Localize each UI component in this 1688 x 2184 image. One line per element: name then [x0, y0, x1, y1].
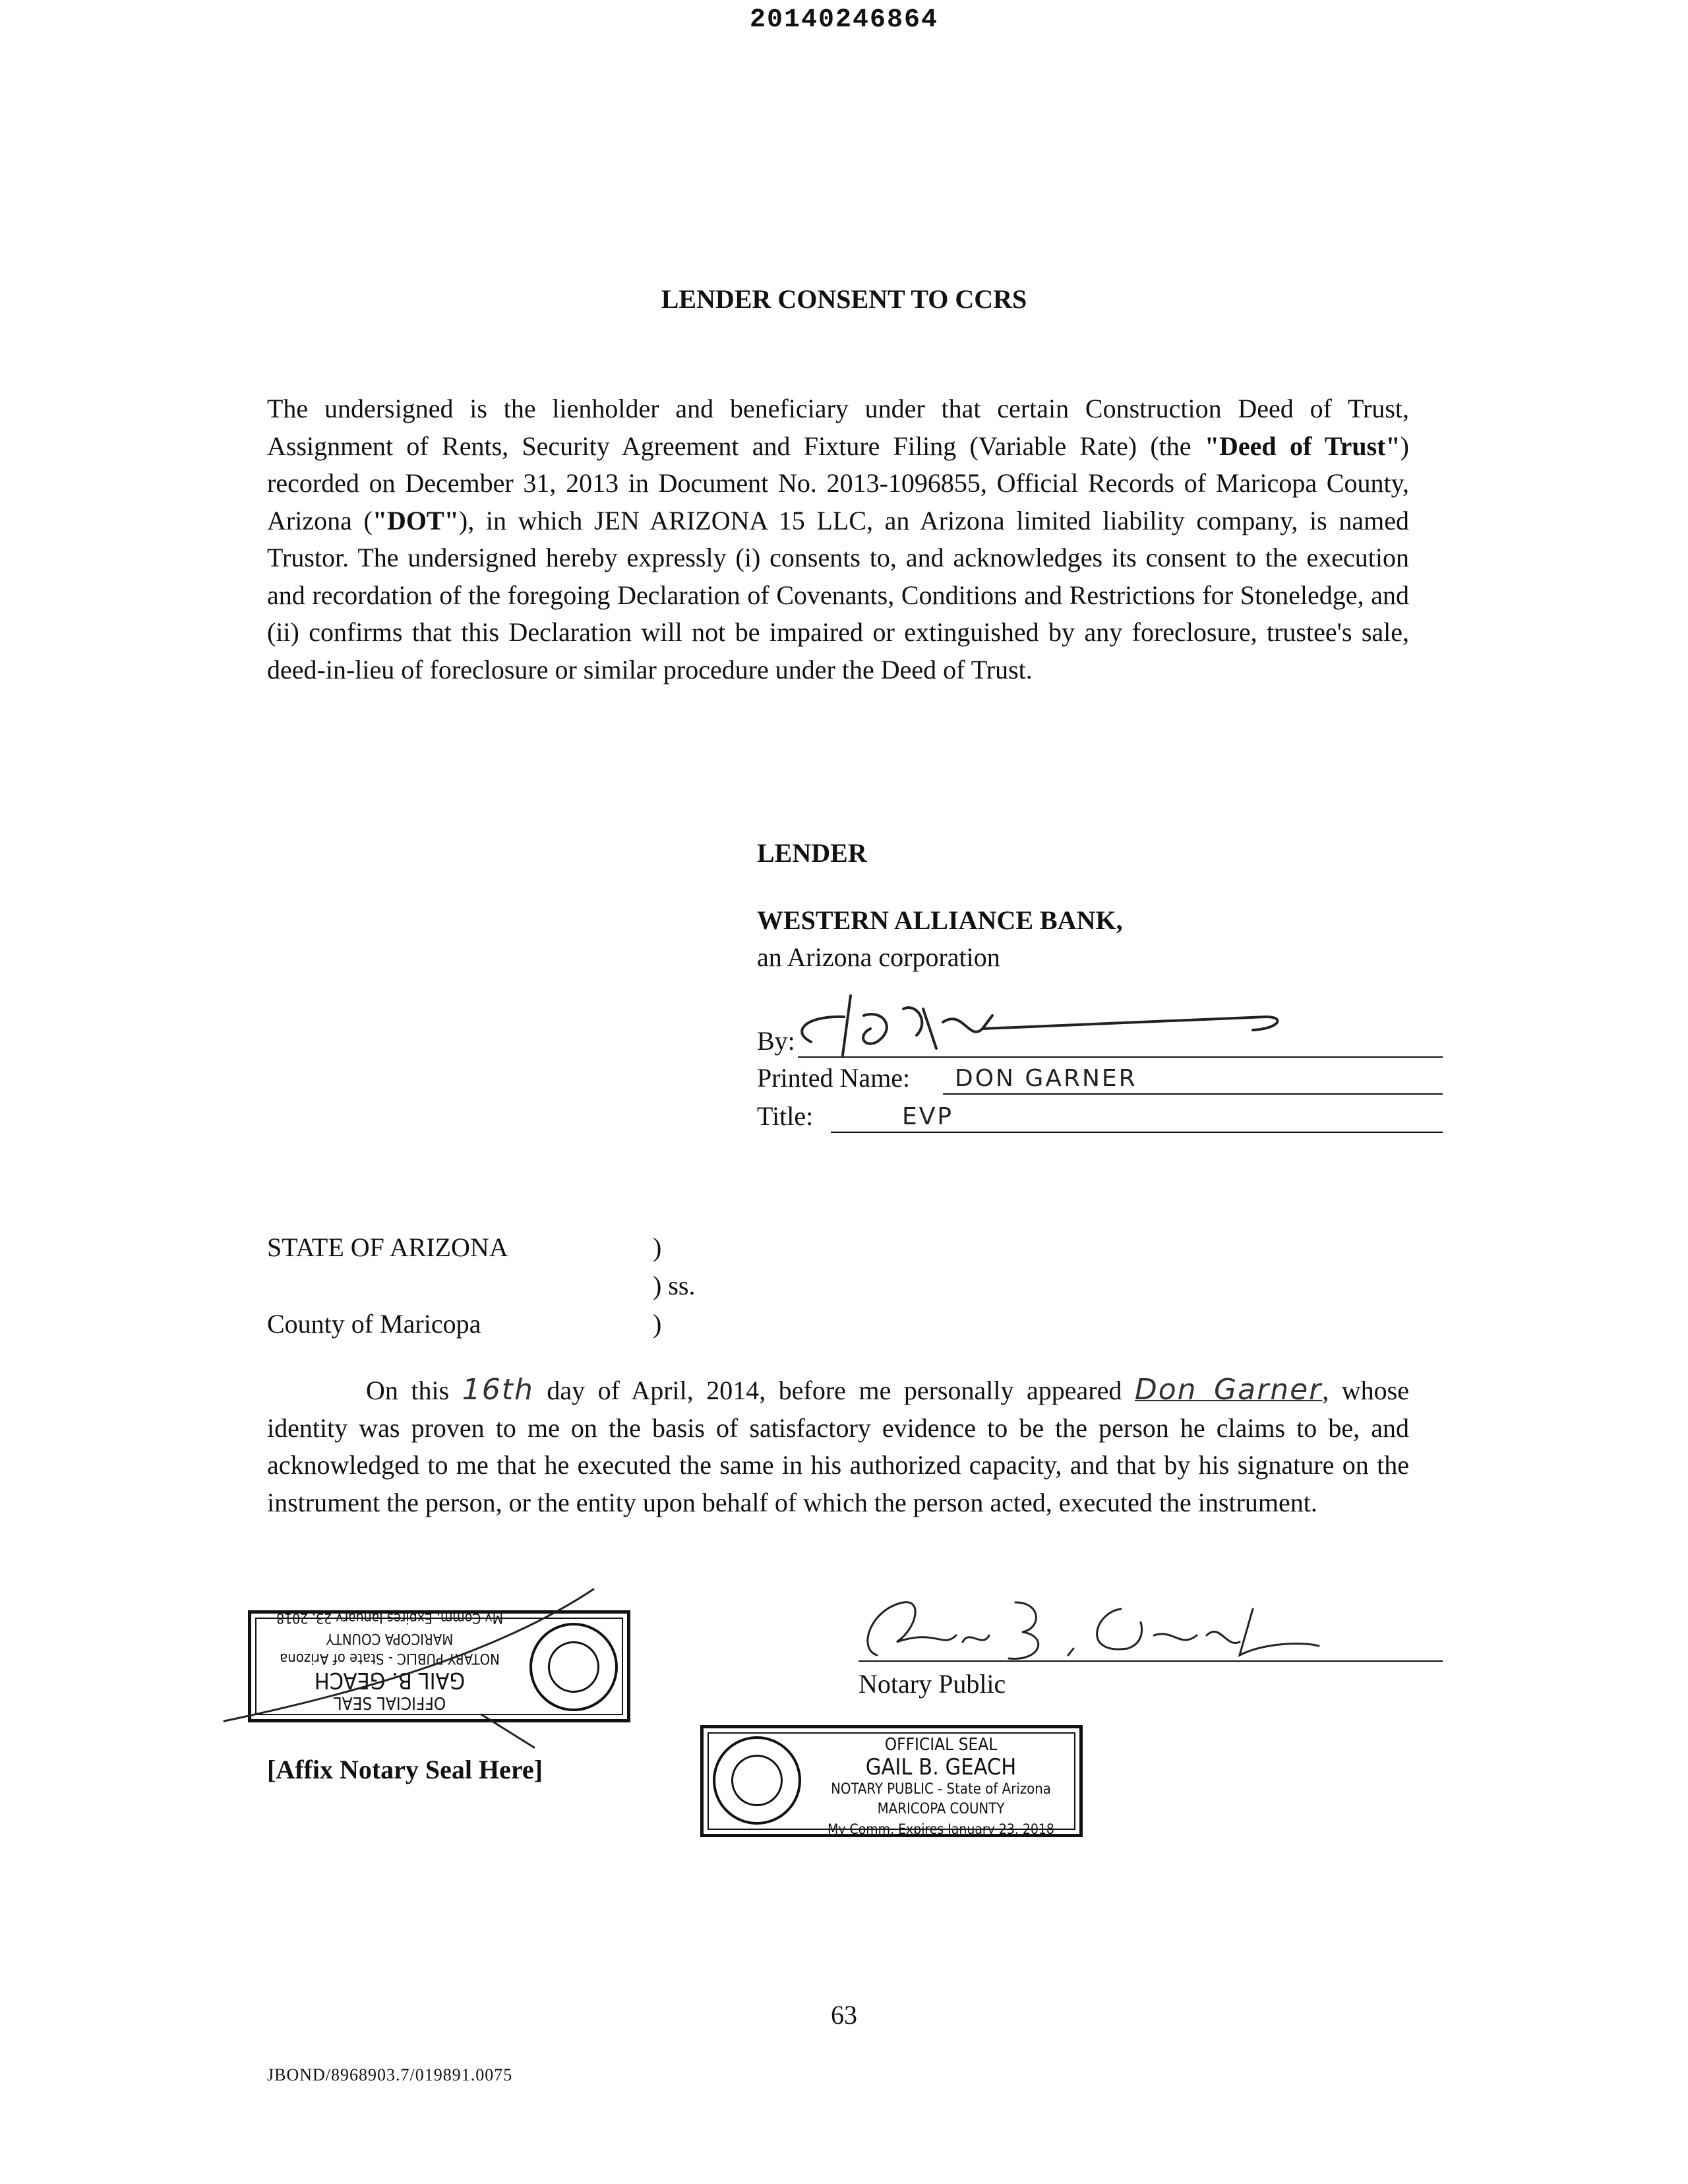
- document-title: LENDER CONSENT TO CCRS: [661, 284, 1027, 314]
- consent-text-part-1: The undersigned is the lienholder and beneficiary under that certain Construction Deed of Trust, Assignment of Rents, Security Agreement and Fixture Filing (Variable Rate) (the: [267, 394, 1409, 461]
- seal-notary-title: NOTARY PUBLIC - State of Arizona: [280, 1650, 500, 1666]
- venue-paren-1: ): [653, 1232, 662, 1262]
- ack-text-part-3: , whose identity was proven to me on the basis of satisfactory evidence to be the person he claims to be, and acknowledged to me that he executed the same in his authorized capacity, and that by his signature on the instrument the person, or the entity upon behalf of which the person acted, executed the instrument.: [267, 1376, 1409, 1517]
- bank-name: WESTERN ALLIANCE BANK,: [757, 905, 1123, 935]
- seal-heading: OFFICIAL SEAL: [333, 1693, 446, 1713]
- venue-state: STATE OF ARIZONA: [267, 1232, 508, 1262]
- seal-text-block: [809, 1735, 1073, 1839]
- printed-name-value: DON GARNER: [955, 1065, 1137, 1092]
- seal-notary-name: GAIL B. GEACH: [314, 1667, 466, 1693]
- seal-overstroke-icon: [218, 1583, 666, 1754]
- ack-text-part-1: On this: [366, 1376, 462, 1405]
- seal-notary-title: NOTARY PUBLIC - State of Arizona: [831, 1781, 1051, 1798]
- consent-text-part-3: ), in which JEN ARIZONA 15 LLC, an Arizona limited liability company, is named Trustor. The undersigned hereby expressly (i) consents to, and acknowledges its consent to the execution and recordation of the foregoing Declaration of Covenants, Conditions and Restrictions for Stoneledge, and (ii) confirms that this Declaration will not be impaired or extinguished by any foreclosure, trustee's sale, deed-in-lieu of foreclosure or similar procedure under the Deed of Trust.: [267, 505, 1410, 684]
- signer-title-row: [757, 1099, 1443, 1136]
- ack-appeared-name: Don Garner: [1134, 1373, 1323, 1407]
- signer-title-value: EVP: [902, 1103, 954, 1130]
- lender-signature-icon: [765, 969, 1292, 1068]
- state-seal-icon: [713, 1736, 801, 1825]
- printed-name-row: [757, 1060, 1443, 1097]
- dot-term: "DOT": [372, 505, 459, 535]
- consent-text-part-2: ) recorded on December 31, 2013 in Document No. 2013-1096855, Official Records of Maricopa County, Arizona (: [267, 431, 1409, 535]
- affix-seal-label: [Affix Notary Seal Here]: [267, 1755, 543, 1784]
- ack-day-value: 16th: [462, 1373, 534, 1407]
- recording-number: 20140246864: [749, 5, 939, 35]
- signer-title-label: Title:: [757, 1101, 814, 1131]
- page-number: 63: [831, 2000, 857, 2030]
- notary-acknowledgment: [267, 1372, 1409, 1521]
- printed-name-line: [943, 1093, 1443, 1095]
- seal-county: MARICOPA COUNTY: [877, 1801, 1005, 1817]
- ack-text-part-2: day of April, 2014, before me personally appeared: [533, 1376, 1135, 1405]
- notary-seal: [700, 1725, 1083, 1837]
- venue-paren-ss: ) ss.: [653, 1271, 696, 1300]
- deed-of-trust-term: "Deed of Trust": [1204, 431, 1401, 461]
- signer-title-line: [831, 1132, 1443, 1133]
- consent-paragraph: [267, 390, 1409, 688]
- venue-paren-3: ): [653, 1309, 662, 1339]
- seal-county: MARICOPA COUNTY: [326, 1630, 454, 1647]
- notary-public-label: Notary Public: [859, 1669, 1006, 1699]
- seal-expiry: My Comm. Expires January 23, 2018: [828, 1821, 1054, 1837]
- seal-expiry: My Comm. Expires January 23, 2018: [276, 1610, 503, 1626]
- printed-name-label: Printed Name:: [757, 1063, 911, 1093]
- footer-document-reference: JBOND/8968903.7/019891.0075: [267, 2065, 513, 2084]
- notary-signature-line: [859, 1660, 1443, 1662]
- bank-description: an Arizona corporation: [757, 942, 1000, 972]
- lender-heading: LENDER: [757, 838, 867, 868]
- by-label: By:: [757, 1026, 795, 1056]
- seal-notary-name: GAIL B. GEACH: [865, 1754, 1017, 1780]
- venue-county: County of Maricopa: [267, 1309, 481, 1339]
- seal-heading: OFFICIAL SEAL: [884, 1735, 998, 1755]
